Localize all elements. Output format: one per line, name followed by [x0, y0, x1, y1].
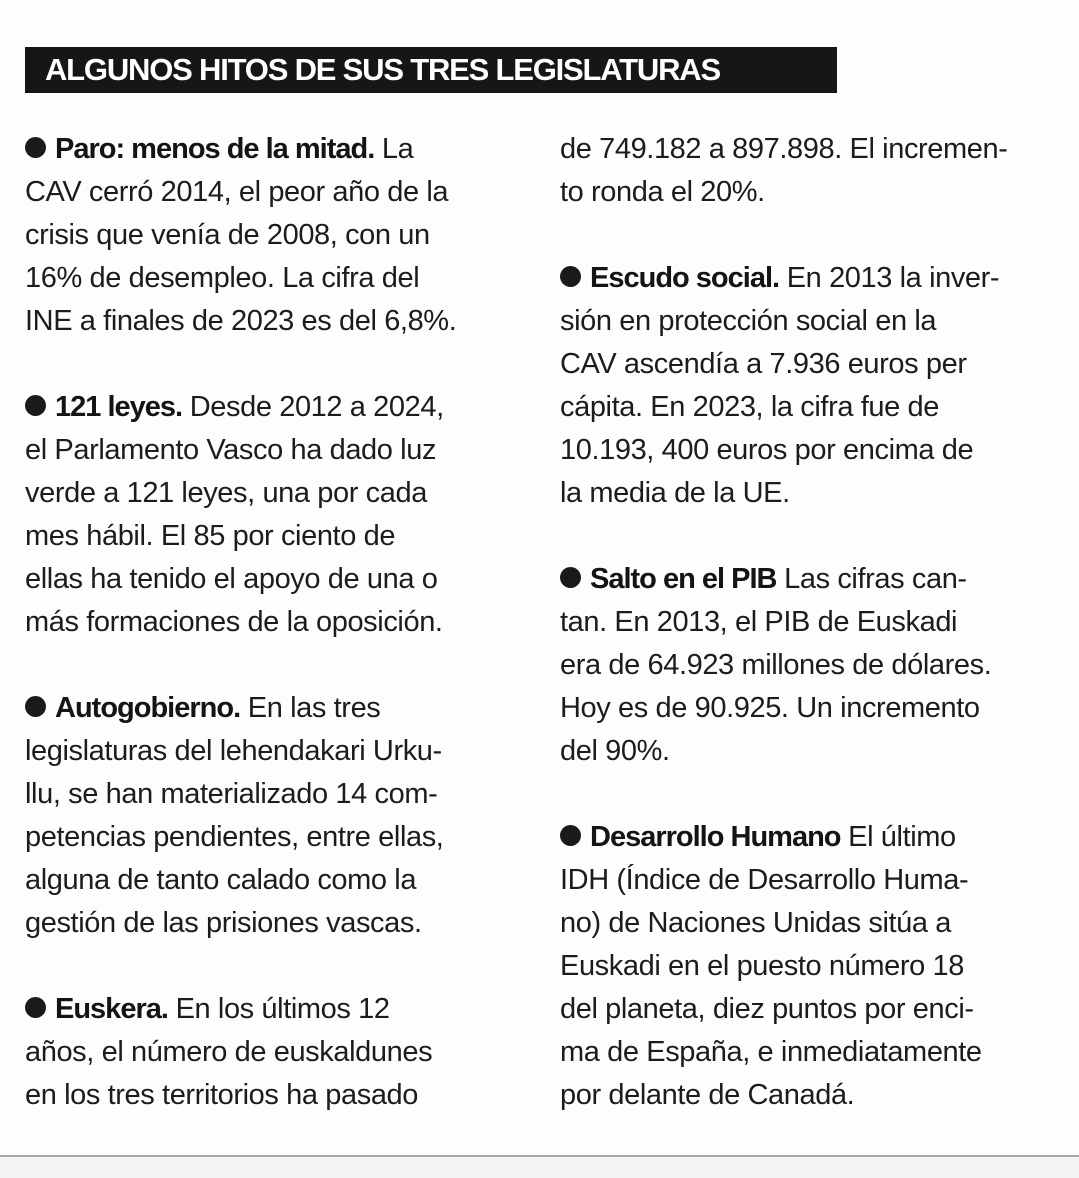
- bullet-icon: [560, 825, 581, 846]
- item-escudo-social: [560, 257, 1050, 515]
- item-autogobierno: [25, 687, 525, 945]
- paragraph-gap: [560, 515, 1050, 558]
- item-text-line: el Parlamento Vasco ha dado luz: [25, 434, 437, 466]
- item-text-line: mes hábil. El 85 por ciento de: [25, 520, 396, 552]
- item-text-line: IDH (Índice de Desarrollo Huma-: [560, 864, 969, 896]
- item-text: En las tres: [240, 692, 381, 724]
- item-lead: Autogobierno.: [55, 692, 241, 724]
- item-text-line: por delante de Canadá.: [560, 1079, 855, 1111]
- item-text-line: petencias pendientes, entre ellas,: [25, 821, 444, 853]
- item-text-line: 10.193, 400 euros por encima de: [560, 434, 974, 466]
- item-first-line: [25, 128, 525, 171]
- paragraph-gap: [560, 773, 1050, 816]
- item-text-line: gestión de las prisiones vascas.: [25, 907, 422, 939]
- item-text: La: [374, 133, 414, 165]
- item-text-line: llu, se han materializado 14 com-: [25, 778, 438, 810]
- item-text-line: ellas ha tenido el apoyo de una o: [25, 563, 438, 595]
- item-text-line: 16% de desempleo. La cifra del: [25, 262, 420, 294]
- item-text-line: alguna de tanto calado como la: [25, 864, 417, 896]
- item-text-line: años, el número de euskaldunes: [25, 1036, 433, 1068]
- item-text: Desde 2012 a 2024,: [182, 391, 444, 423]
- item-text-line: ma de España, e inmediatamente: [560, 1036, 982, 1068]
- item-euskera: [25, 988, 525, 1117]
- section-heading: [25, 47, 837, 93]
- paragraph-gap: [560, 214, 1050, 257]
- item-lead: Salto en el PIB: [590, 563, 777, 595]
- item-text-line: CAV cerró 2014, el peor año de la: [25, 176, 449, 208]
- item-first-line: [25, 988, 525, 1031]
- item-first-line: [25, 687, 525, 730]
- item-text-line: to ronda el 20%.: [560, 176, 765, 208]
- item-leyes: [25, 386, 525, 644]
- bullet-icon: [25, 137, 46, 158]
- item-first-line: [560, 257, 1050, 300]
- paragraph-gap: [25, 644, 525, 687]
- item-text-line: tan. En 2013, el PIB de Euskadi: [560, 606, 958, 638]
- item-text-line: INE a finales de 2023 es del 6,8%.: [25, 305, 457, 337]
- item-text-line: crisis que venía de 2008, con un: [25, 219, 430, 251]
- item-lead: 121 leyes.: [55, 391, 183, 423]
- item-text-line: la media de la UE.: [560, 477, 790, 509]
- bullet-icon: [25, 395, 46, 416]
- bullet-icon: [560, 567, 581, 588]
- item-lead: Paro: menos de la mitad.: [55, 133, 375, 165]
- right-column: [560, 128, 1050, 1117]
- bottom-strip: [0, 1157, 1079, 1178]
- item-text-line: CAV ascendía a 7.936 euros per: [560, 348, 967, 380]
- item-text-line: verde a 121 leyes, una por cada: [25, 477, 427, 509]
- section-heading-text: ALGUNOS HITOS DE SUS TRES LEGISLATURAS: [45, 52, 720, 87]
- item-desarrollo-humano: [560, 816, 1050, 1117]
- item-text-line: sión en protección social en la: [560, 305, 937, 337]
- item-text-line: no) de Naciones Unidas sitúa a: [560, 907, 952, 939]
- item-first-line: [560, 558, 1050, 601]
- item-text-line: en los tres territorios ha pasado: [25, 1079, 419, 1111]
- item-text-line: del planeta, diez puntos por enci-: [560, 993, 974, 1025]
- item-text-line: legislaturas del lehendakari Urku-: [25, 735, 442, 767]
- item-text-line: Euskadi en el puesto número 18: [560, 950, 964, 982]
- item-lead: Desarrollo Humano: [590, 821, 841, 853]
- item-paro: [25, 128, 525, 343]
- item-text-line: de 749.182 a 897.898. El incremen-: [560, 133, 1008, 165]
- item-text: Las cifras can-: [776, 563, 967, 595]
- item-text-line: era de 64.923 millones de dólares.: [560, 649, 992, 681]
- item-text: En los últimos 12: [167, 993, 390, 1025]
- bullet-icon: [25, 997, 46, 1018]
- bullet-icon: [560, 266, 581, 287]
- item-text-line: Hoy es de 90.925. Un incremento: [560, 692, 980, 724]
- item-euskera-continued: [560, 128, 1050, 214]
- item-text-line: cápita. En 2023, la cifra fue de: [560, 391, 939, 423]
- item-text-line: más formaciones de la oposición.: [25, 606, 443, 638]
- item-first-line: [25, 386, 525, 429]
- paragraph-gap: [25, 945, 525, 988]
- item-salto-pib: [560, 558, 1050, 773]
- bullet-icon: [25, 696, 46, 717]
- item-text: El último: [840, 821, 956, 853]
- left-column: [25, 128, 525, 1117]
- item-text: En 2013 la inver-: [779, 262, 1000, 294]
- paragraph-gap: [25, 343, 525, 386]
- item-text-line: del 90%.: [560, 735, 670, 767]
- item-first-line: [560, 816, 1050, 859]
- item-lead: Euskera.: [55, 993, 168, 1025]
- item-lead: Escudo social.: [590, 262, 780, 294]
